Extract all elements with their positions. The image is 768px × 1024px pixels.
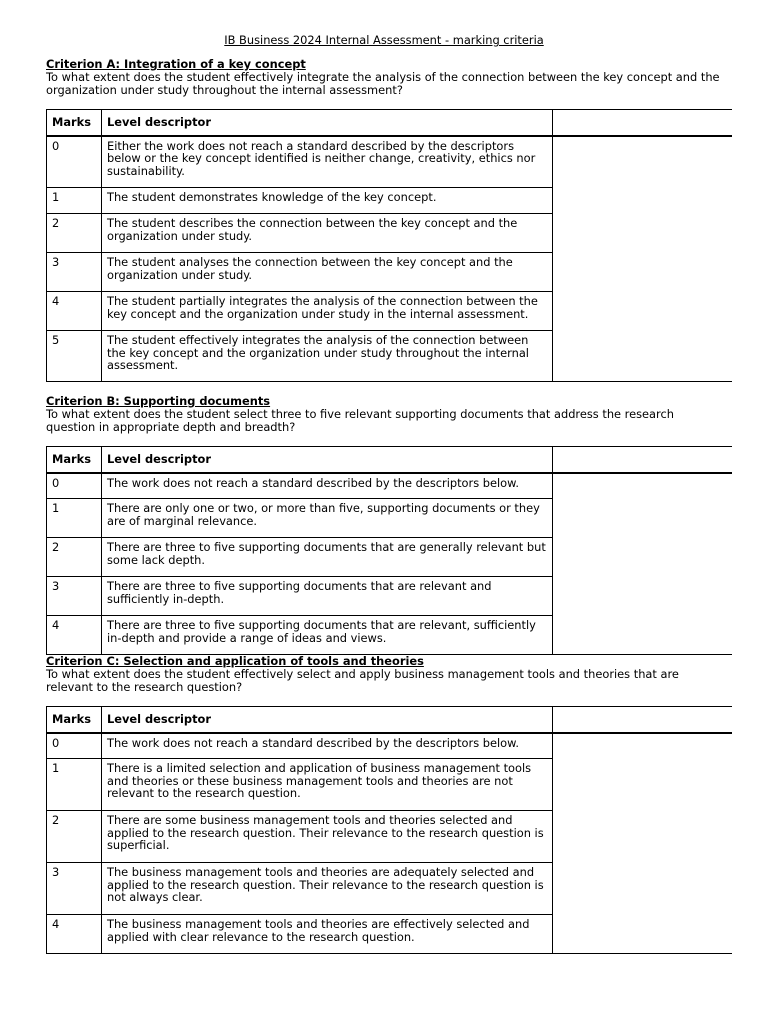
criterion-b-table [46, 446, 732, 655]
mark-cell: 3 [47, 253, 102, 292]
marks-header: Marks [47, 707, 102, 733]
marks-header: Marks [47, 110, 102, 136]
mark-cell: 2 [47, 214, 102, 253]
criterion-a-question: To what extent does the student effectively integrate the analysis of the connection between the key concept and the organization under study throughout the internal assessment? [46, 70, 720, 97]
table-header-row [47, 447, 732, 473]
criterion-b-heading: Criterion B: Supporting documents [46, 394, 271, 408]
descriptor-cell: The student analyses the connection between the key concept and the organization under study. [102, 253, 553, 292]
mark-cell: 1 [47, 759, 102, 811]
criterion-c-heading: Criterion C: Selection and application of tools and theories [46, 654, 424, 668]
descriptor-cell: The work does not reach a standard described by the descriptors below. [102, 473, 553, 499]
criterion-c-section [46, 654, 736, 944]
table-header-row [47, 707, 732, 733]
descriptor-cell: There are three to five supporting documents that are generally relevant but some lack depth. [102, 538, 553, 577]
descriptor-cell: The work does not reach a standard described by the descriptors below. [102, 733, 553, 759]
criterion-a-heading: Criterion A: Integration of a key concept [46, 57, 306, 71]
mark-cell: 2 [47, 811, 102, 863]
descriptor-cell: The student effectively integrates the analysis of the connection between the key concept and the organization under study throughout the internal assessment. [102, 331, 553, 382]
descriptor-cell: The student describes the connection between the key concept and the organization under study. [102, 214, 553, 253]
descriptor-cell: There are three to five supporting documents that are relevant and sufficiently in-depth. [102, 577, 553, 616]
criterion-c-question: To what extent does the student effectively select and apply business management tools and theories that are relevant to the research question? [46, 667, 679, 694]
page-title: IB Business 2024 Internal Assessment - marking criteria [224, 33, 544, 47]
mark-cell: 1 [47, 188, 102, 214]
mark-cell: 3 [47, 863, 102, 915]
criterion-c-table [46, 706, 732, 954]
table-row [47, 733, 732, 759]
mark-cell: 2 [47, 538, 102, 577]
score-header-cell [553, 110, 732, 136]
mark-cell: 5 [47, 331, 102, 382]
mark-cell: 4 [47, 915, 102, 954]
mark-cell: 3 [47, 577, 102, 616]
criterion-a-table [46, 109, 732, 382]
descriptor-header: Level descriptor [102, 110, 553, 136]
descriptor-cell: There are some business management tools and theories selected and applied to the research question. Their relevance to the research question is superficial. [102, 811, 553, 863]
table-row [47, 473, 732, 499]
mark-cell: 4 [47, 292, 102, 331]
criterion-b-question: To what extent does the student select three to five relevant supporting documents that address the research question in appropriate depth and breadth? [46, 407, 674, 434]
score-cell [553, 473, 732, 655]
criterion-a-section [46, 57, 736, 373]
descriptor-cell: The student demonstrates knowledge of the key concept. [102, 188, 553, 214]
score-header-cell [553, 447, 732, 473]
descriptor-cell: The business management tools and theories are effectively selected and applied with clear relevance to the research question. [102, 915, 553, 954]
descriptor-cell: The business management tools and theories are adequately selected and applied to the research question. Their relevance to the research question is not always clear. [102, 863, 553, 915]
table-header-row [47, 110, 732, 136]
score-cell [553, 733, 732, 954]
mark-cell: 1 [47, 499, 102, 538]
mark-cell: 0 [47, 733, 102, 759]
descriptor-header: Level descriptor [102, 707, 553, 733]
mark-cell: 0 [47, 473, 102, 499]
descriptor-header: Level descriptor [102, 447, 553, 473]
marks-header: Marks [47, 447, 102, 473]
descriptor-cell: The student partially integrates the analysis of the connection between the key concept and the organization under study in the internal assessment. [102, 292, 553, 331]
score-header-cell [553, 707, 732, 733]
score-cell [553, 136, 732, 382]
descriptor-cell: There are three to five supporting documents that are relevant, sufficiently in-depth and provide a range of ideas and views. [102, 616, 553, 655]
mark-cell: 0 [47, 136, 102, 188]
descriptor-cell: There is a limited selection and application of business management tools and theories or these business management tools and theories are not relevant to the research question. [102, 759, 553, 811]
descriptor-cell: Either the work does not reach a standard described by the descriptors below or the key concept identified is neither change, creativity, ethics nor sustainability. [102, 136, 553, 188]
table-row [47, 136, 732, 188]
criterion-b-section [46, 394, 736, 645]
mark-cell: 4 [47, 616, 102, 655]
descriptor-cell: There are only one or two, or more than five, supporting documents or they are of marginal relevance. [102, 499, 553, 538]
